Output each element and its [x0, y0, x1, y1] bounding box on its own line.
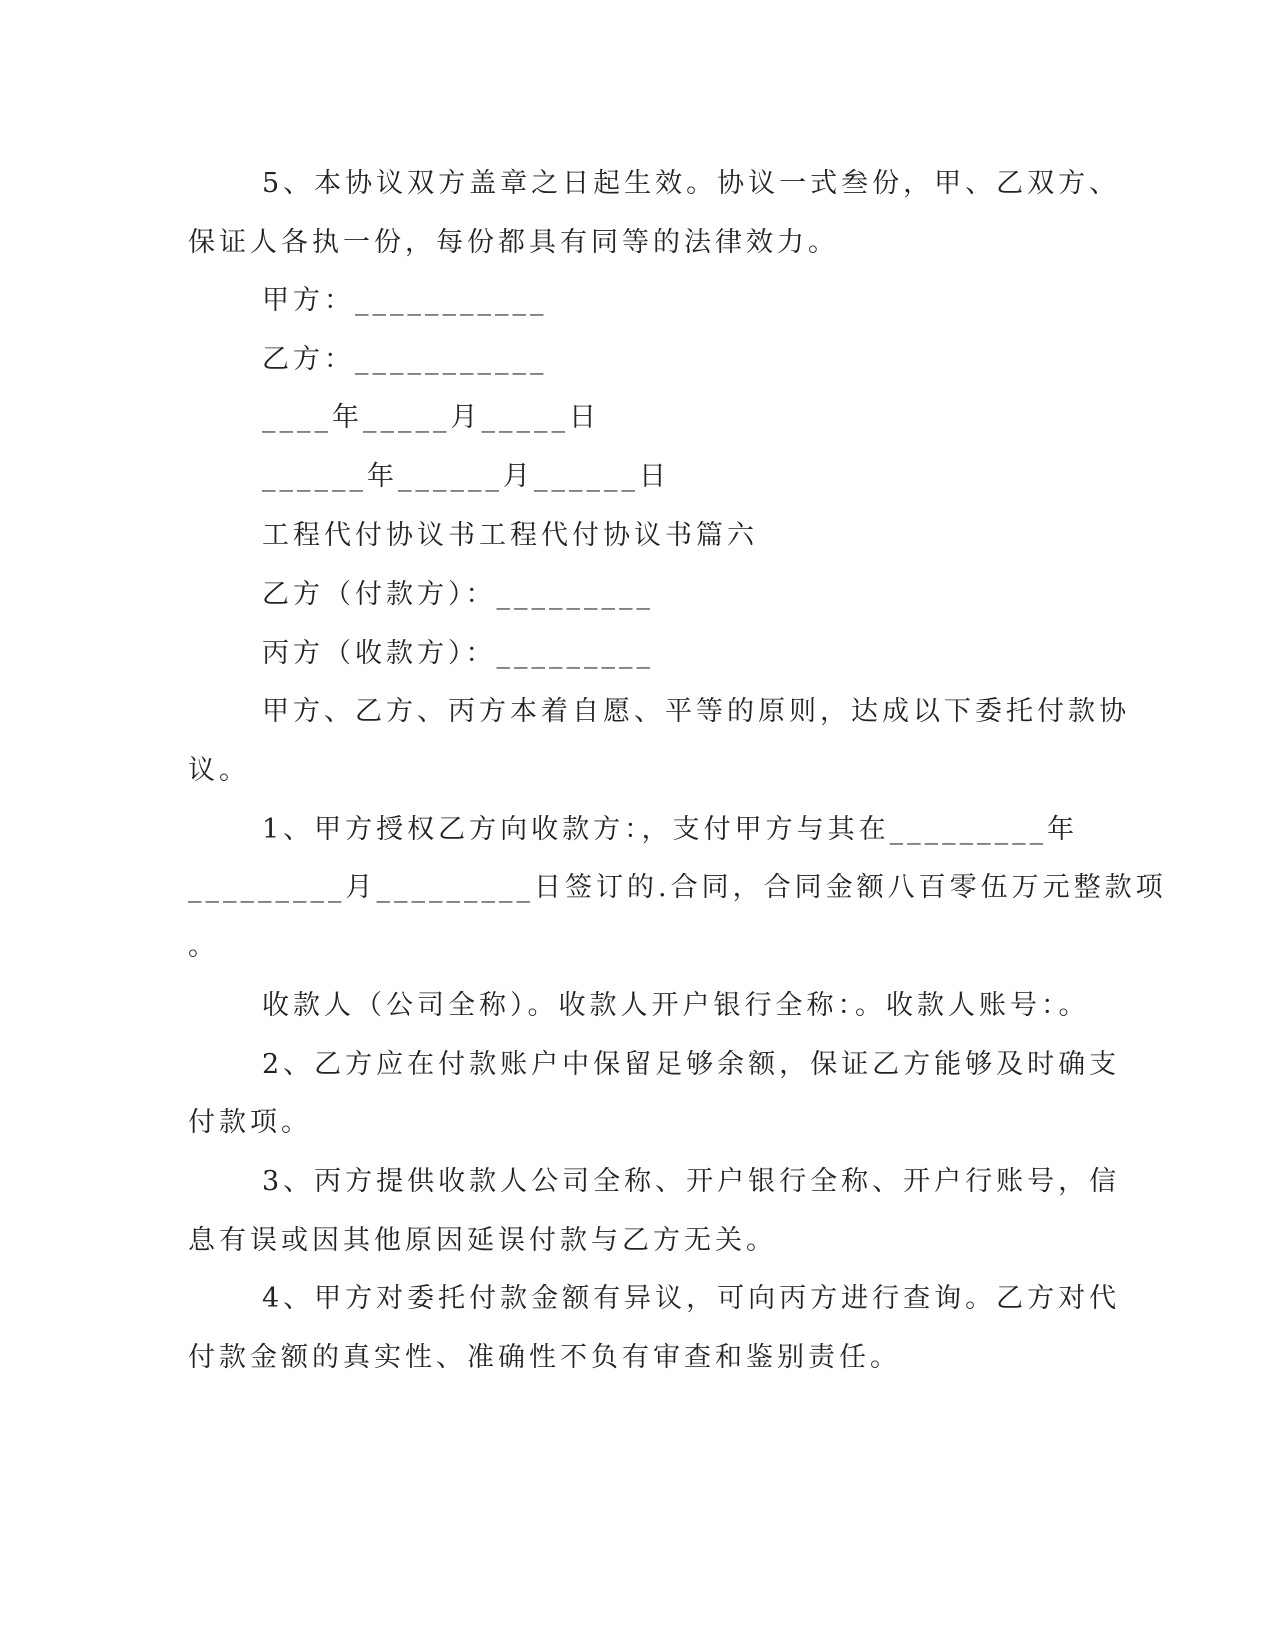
payee-info-line: 收款人（公司全称）。收款人开户银行全称：。收款人账号：。	[262, 990, 1090, 1021]
party-a-signature-line: 甲方：___________	[262, 285, 548, 316]
clause-2-line-1: 2、乙方应在付款账户中保留足够余额，保证乙方能够及时确支	[262, 1049, 1121, 1080]
clause-4-line-2: 付款金额的真实性、准确性不负有审查和鉴别责任。	[188, 1342, 901, 1373]
date-line-1: ____年_____月_____日	[262, 402, 600, 433]
clause-3-line-1: 3、丙方提供收款人公司全称、开户银行全称、开户行账号，信	[262, 1166, 1121, 1197]
clause-2-line-2: 付款项。	[188, 1107, 312, 1138]
clause-4-line-1: 4、甲方对委托付款金额有异议，可向丙方进行查询。乙方对代	[262, 1283, 1121, 1314]
payer-line: 乙方（付款方）：_________	[262, 579, 654, 610]
clause-5-line-2: 保证人各执一份，每份都具有同等的法律效力。	[188, 227, 839, 258]
payee-line: 丙方（收款方）：_________	[262, 638, 654, 669]
preamble-line-2: 议。	[188, 755, 250, 786]
date-line-2: ______年______月______日	[262, 461, 670, 492]
clause-5-line-1: 5、本协议双方盖章之日起生效。协议一式叁份，甲、乙双方、	[262, 168, 1121, 199]
clause-1-line-3: 。	[188, 931, 219, 962]
preamble-line-1: 甲方、乙方、丙方本着自愿、平等的原则，达成以下委托付款协	[262, 696, 1130, 727]
party-b-signature-line: 乙方：___________	[262, 344, 548, 375]
section-title: 工程代付协议书工程代付协议书篇六	[262, 520, 758, 551]
clause-3-line-2: 息有误或因其他原因延误付款与乙方无关。	[188, 1225, 777, 1256]
clause-1-line-2: _________月_________日签订的.合同，合同金额八百零伍万元整款项	[188, 872, 1167, 903]
clause-1-line-1: 1、甲方授权乙方向收款方：，支付甲方与其在_________年	[262, 814, 1079, 845]
